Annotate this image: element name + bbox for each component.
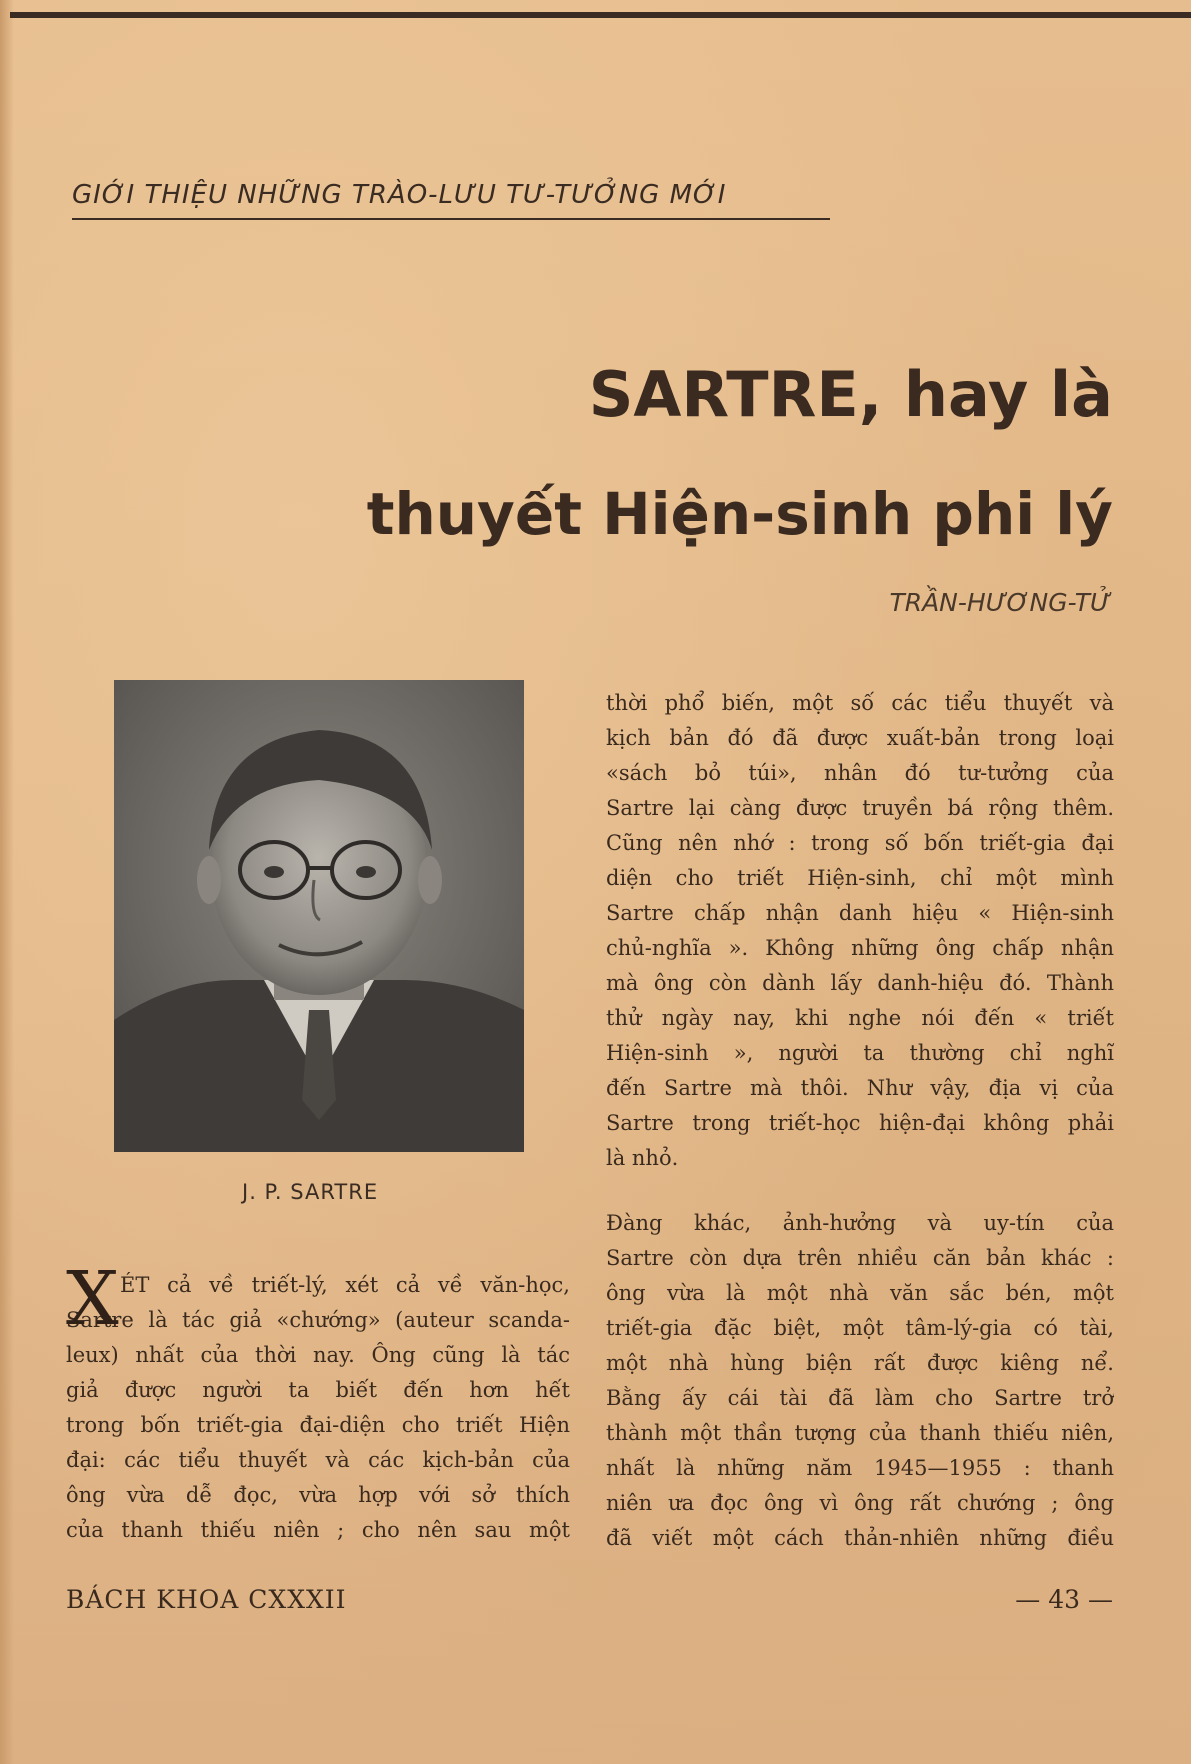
article-title-line-2: thuyết Hiện-sinh phi lý <box>366 480 1113 548</box>
text-line: kịch bản đó đã được xuất-bản trong loại <box>606 726 1114 750</box>
text-line: đến Sartre mà thôi. Như vậy, địa vị của <box>606 1076 1114 1100</box>
article-author: TRẦN-HƯƠNG-TỬ <box>889 588 1111 617</box>
text-line: đại: các tiểu thuyết và các kịch-bản của <box>66 1448 570 1472</box>
text-line: ông vừa dễ đọc, vừa hợp với sở thích <box>66 1483 570 1507</box>
text-line: Sartre là tác giả «chướng» (auteur scanda- <box>66 1308 570 1332</box>
photo-caption: J. P. SARTRE <box>242 1180 379 1204</box>
text-line: Sartre chấp nhận danh hiệu « Hiện-sinh <box>606 901 1114 925</box>
text-line: «sách bỏ túi», nhân đó tư-tưởng của <box>606 761 1114 785</box>
sartre-portrait-photo <box>114 680 524 1152</box>
text-line: Sartre trong triết-học hiện-đại không phải <box>606 1111 1114 1135</box>
text-line: Cũng nên nhớ : trong số bốn triết-gia đại <box>606 831 1114 855</box>
text-line: chủ-nghĩa ». Không những ông chấp nhận <box>606 936 1114 960</box>
text-line: một nhà hùng biện rất được kiêng nể. <box>606 1351 1114 1375</box>
section-heading: GIỚI THIỆU NHỮNG TRÀO-LƯU TƯ-TƯỞNG MỚI <box>72 180 727 210</box>
text-line: Sartre còn dựa trên nhiều căn bản khác : <box>606 1246 1114 1270</box>
text-line: của thanh thiếu niên ; cho nên sau một <box>66 1518 570 1542</box>
text-line: ÉT cả về triết-lý, xét cả về văn-học, <box>120 1273 570 1297</box>
portrait-illustration <box>114 680 524 1152</box>
text-line: Đàng khác, ảnh-hưởng và uy-tín của <box>606 1211 1114 1235</box>
text-line: Bằng ấy cái tài đã làm cho Sartre trở <box>606 1386 1114 1410</box>
left-column-text <box>66 1256 570 1548</box>
text-line: là nhỏ. <box>606 1146 679 1170</box>
text-line: Hiện-sinh », người ta thường chỉ nghĩ <box>606 1041 1114 1065</box>
page-number: — 43 — <box>1015 1585 1113 1614</box>
text-line: đã viết một cách thản-nhiên những điều <box>606 1526 1114 1550</box>
text-line: triết-gia đặc biệt, một tâm-lý-gia có tài, <box>606 1316 1114 1340</box>
text-line: diện cho triết Hiện-sinh, chỉ một mình <box>606 866 1114 890</box>
text-line: leux) nhất của thời nay. Ông cũng là tác <box>66 1343 570 1367</box>
text-line: trong bốn triết-gia đại-diện cho triết Hiện <box>66 1413 570 1437</box>
text-line: thành một thần tượng của thanh thiếu niên, <box>606 1421 1114 1445</box>
text-line: nhất là những năm 1945—1955 : thanh <box>606 1456 1114 1480</box>
top-rule <box>10 12 1191 18</box>
text-line: thời phổ biến, một số các tiểu thuyết và <box>606 691 1114 715</box>
drop-cap: X <box>66 1256 119 1342</box>
text-line: thử ngày nay, khi nghe nói đến « triết <box>606 1006 1114 1030</box>
publication-name: BÁCH KHOA CXXXII <box>66 1585 347 1614</box>
right-column-paragraph-2 <box>606 1206 1114 1556</box>
article-title-line-1: SARTRE, hay là <box>588 358 1113 431</box>
text-line: Sartre lại càng được truyền bá rộng thêm. <box>606 796 1114 820</box>
page-edge-shadow <box>0 0 14 1764</box>
text-line: giả được người ta biết đến hơn hết <box>66 1378 570 1402</box>
text-line: mà ông còn dành lấy danh-hiệu đó. Thành <box>606 971 1114 995</box>
section-underline <box>72 218 830 220</box>
right-column-paragraph-1 <box>606 686 1114 1176</box>
text-line: ông vừa là một nhà văn sắc bén, một <box>606 1281 1114 1305</box>
text-line: niên ưa đọc ông vì ông rất chướng ; ông <box>606 1491 1114 1515</box>
